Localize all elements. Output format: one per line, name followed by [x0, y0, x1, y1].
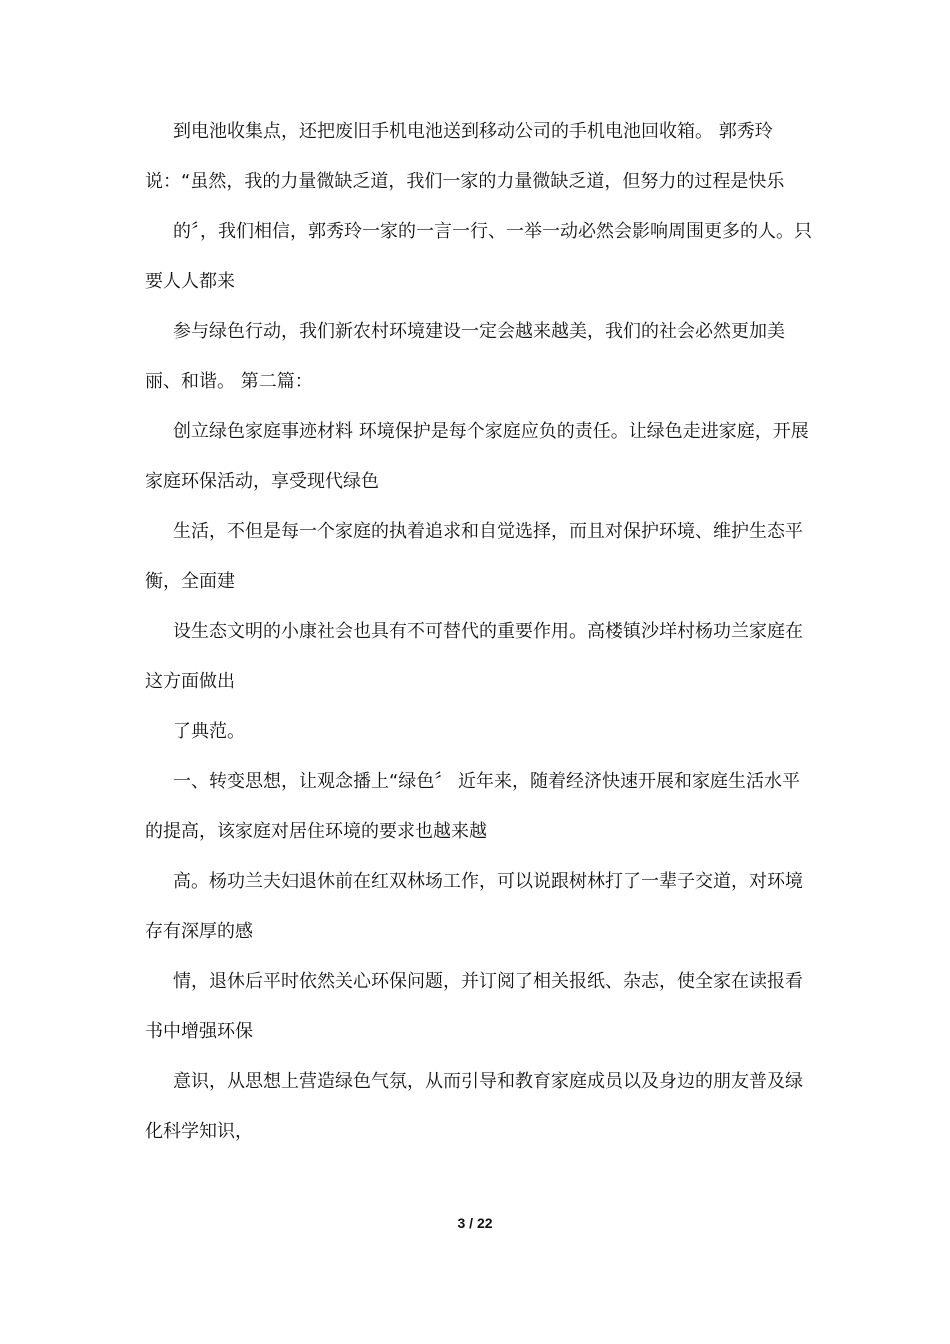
paragraph: 设生态文明的小康社会也具有不可替代的重要作用。高楼镇沙垟村杨功兰家庭在这方面做出 [145, 621, 803, 692]
paragraph: 意识，从思想上营造绿色气氛，从而引导和教育家庭成员以及身边的朋友普及绿化科学知识， [145, 1071, 803, 1142]
paragraph: 创立绿色家庭事迹材料 环境保护是每个家庭应负的责任。让绿色走进家庭，开展家庭环保活动，享受现代绿色 [145, 421, 809, 492]
paragraph: 了典范。 [173, 721, 245, 742]
paragraph: 高。杨功兰夫妇退休前在红双林场工作，可以说跟树林打了一辈子交道，对环境存有深厚的感 [145, 871, 803, 942]
document-body [145, 107, 815, 1157]
paragraph: 的〞，我们相信，郭秀玲一家的一言一行、一举一动必然会影响周围更多的人。只要人人都来 [145, 221, 812, 292]
paragraph: 生活，不但是每一个家庭的执着追求和自觉选择，而且对保护环境、维护生态平衡，全面建 [145, 521, 803, 592]
paragraph: 情，退休后平时依然关心环保问题，并订阅了相关报纸、杂志，使全家在读报看书中增强环保 [145, 971, 803, 1042]
paragraph: 一、转变思想，让观念播上“绿色〞 近年来，随着经济快速开展和家庭生活水平的提高，该家庭对居住环境的要求也越来越 [145, 771, 801, 842]
page-number: 3 / 22 [457, 1215, 493, 1231]
paragraph: 到电池收集点，还把废旧手机电池送到移动公司的手机电池回收箱。 郭秀玲说：“虽然，我的力量微缺乏道，我们一家的力量微缺乏道，但努力的过程是快乐 [145, 121, 785, 192]
paragraph: 参与绿色行动，我们新农村环境建设一定会越来越美，我们的社会必然更加美丽、和谐。 第二篇： [145, 321, 785, 392]
